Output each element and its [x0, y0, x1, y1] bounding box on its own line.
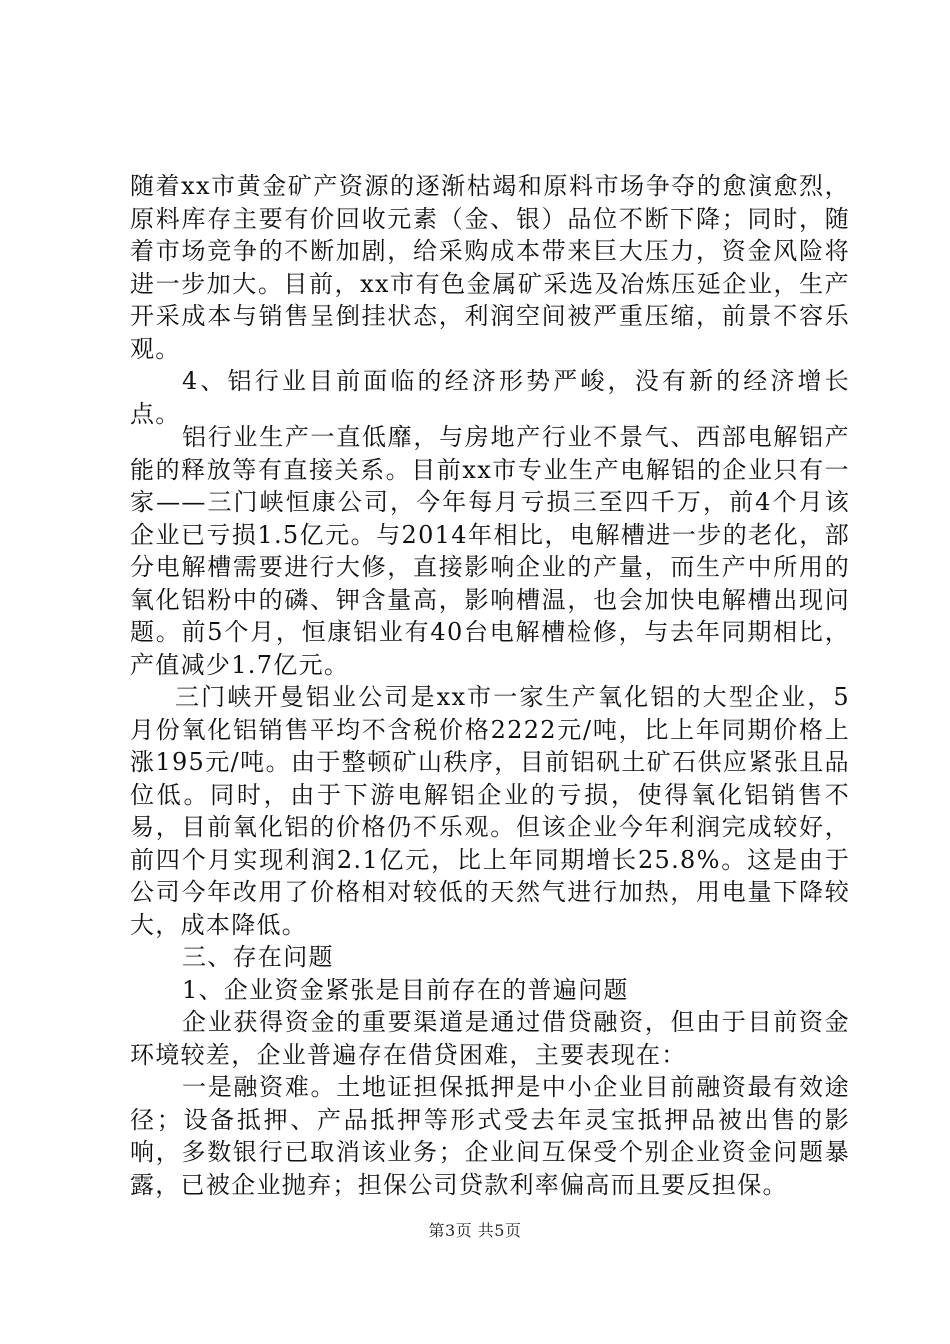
paragraph-aluminum-industry: 铝行业生产一直低靡，与房地产行业不景气、西部电解铝产能的释放等有直接关系。目前xx市专业生产电解铝的企业只有一家——三门峡恒康公司，今年每月亏损三至四千万，前4个月该企业已亏损1.5亿元。与2014年相比，电解槽进一步的老化，部分电解槽需要进行大修，直接影响企业的产量，而生产中所用的氧化铝粉中的磷、钾含量高，影响槽温，也会加快电解槽出现问题。前5个月，恒康铝业有40台电解槽检修，与去年同期相比，产值减少1.7亿元。: [130, 423, 850, 679]
section-heading-problems: 三、存在问题: [182, 943, 334, 971]
paragraph-financing-difficulty: 一是融资难。土地证担保抵押是中小企业目前融资最有效途径；设备抵押、产品抵押等形式受去年灵宝抵押品被出售的影响，多数银行已取消该业务；企业间互保受个别企业资金问题暴露，已被企业抛弃；担保公司贷款利率偏高而且要反担保。: [130, 1073, 850, 1199]
body-text-top: [130, 170, 850, 430]
body-text-main: [130, 421, 850, 1201]
page-footer: 第3页 共5页: [428, 1221, 522, 1240]
subheading-funding-shortage: 1、企业资金紧张是目前存在的普遍问题: [182, 975, 629, 1004]
paragraph-financing-channels: 企业获得资金的重要渠道是通过借贷融资，但由于目前资金环境较差，企业普遍存在借贷困难，主要表现在：: [130, 1008, 850, 1069]
paragraph-aluminum-heading: 4、铝行业目前面临的经济形势严峻，没有新的经济增长点。: [130, 367, 850, 428]
paragraph-gold-mining: 随着xx市黄金矿产资源的逐渐枯竭和原料市场争夺的愈演愈烈，原料库存主要有价回收元素（金、银）品位不断下降；同时，随着市场竞争的不断加剧，给采购成本带来巨大压力，资金风险将进一步加大。目前，xx市有色金属矿采选及冶炼压延企业，生产开采成本与销售呈倒挂状态，利润空间被严重压缩，前景不容乐观。: [130, 172, 850, 363]
paragraph-kaiman-company: 三门峡开曼铝业公司是xx市一家生产氧化铝的大型企业，5月份氧化铝销售平均不含税价格2222元/吨，比上年同期价格上涨195元/吨。由于整顿矿山秩序，目前铝矾土矿石供应紧张且品位低。同时，由于下游电解铝企业的亏损，使得氧化铝销售不易，目前氧化铝的价格仍不乐观。但该企业今年利润完成较好，前四个月实现利润2.1亿元，比上年同期增长25.8%。这是由于公司今年改用了价格相对较低的天然气进行加热，用电量下降较大，成本降低。: [130, 683, 850, 939]
